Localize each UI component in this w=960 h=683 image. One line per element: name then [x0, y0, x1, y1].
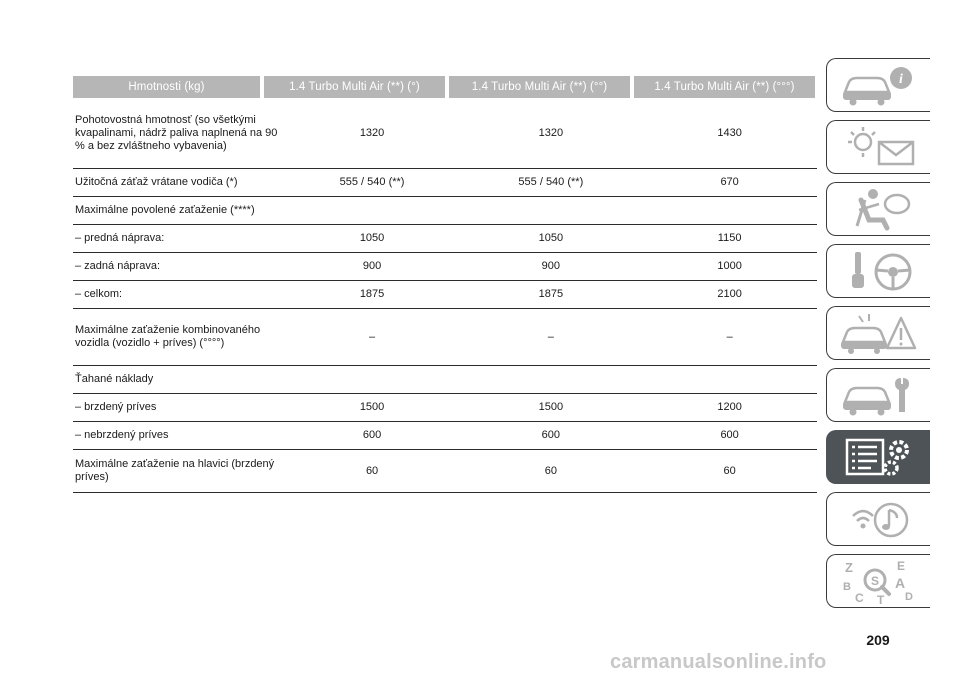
row-label: – celkom: — [75, 288, 123, 300]
cell-value: 60 — [365, 464, 379, 477]
cell-value: 900 — [362, 260, 382, 272]
svg-text:B: B — [842, 581, 851, 593]
car-breakdown-warning-icon — [839, 310, 919, 356]
chapter-tab-dashboard[interactable] — [826, 58, 930, 112]
row-label: Pohotovostná hmotnosť (so všetkými kvapalinami, nádrž paliva naplnená na 90 % a bez zvláštneho vybavenia) — [75, 113, 278, 152]
cell-value: 1150 — [717, 232, 742, 244]
header-engine-3: 1.4 Turbo Multi Air (**) (°°°) — [634, 76, 815, 98]
row-label: Užitočná záťaž vrátane vodiča (*) — [75, 176, 238, 188]
table-row — [73, 309, 817, 366]
svg-text:C: C — [854, 591, 864, 604]
cell-value: 1500 — [359, 401, 385, 413]
cell-value: 600 — [541, 429, 561, 441]
page-number: 209 — [866, 632, 890, 648]
cell-value: – — [369, 330, 376, 343]
table-row — [73, 422, 817, 450]
cell-value: 60 — [723, 464, 736, 477]
header-weights: Hmotnosti (kg) — [73, 76, 260, 98]
table-row — [73, 197, 817, 225]
table-row — [73, 169, 817, 197]
row-label: – nebrzdený príves — [75, 429, 169, 441]
svg-text:E: E — [896, 559, 905, 573]
key-steering-wheel-icon — [839, 248, 919, 294]
chapter-tab-starting-driving[interactable] — [826, 244, 930, 298]
cell-value: 2100 — [717, 288, 742, 300]
cell-value: 600 — [720, 429, 739, 441]
table-row — [73, 366, 817, 394]
table-row — [73, 394, 817, 422]
cell-value: 670 — [720, 176, 739, 188]
cell-value: 1320 — [538, 126, 564, 139]
cell-value: 1200 — [717, 401, 742, 413]
cell-value: 1430 — [717, 126, 742, 139]
svg-text:i: i — [898, 72, 903, 87]
weights-table — [73, 76, 817, 493]
technical-data-gear-icon — [839, 434, 919, 480]
chapter-tab-warning-lights[interactable] — [826, 120, 930, 174]
row-label: Maximálne zaťaženie na hlavici (brzdený príves) — [75, 458, 275, 483]
row-label: – zadná náprava: — [75, 260, 161, 272]
alphabetical-index-search-icon — [839, 558, 919, 604]
svg-text:T: T — [876, 593, 884, 604]
cell-value: 1050 — [538, 232, 564, 244]
svg-text:S: S — [870, 574, 879, 588]
cell-value: 555 / 540 (**) — [518, 176, 584, 188]
cell-value: 600 — [362, 429, 382, 441]
warning-lights-message-icon — [839, 124, 919, 170]
chapter-tab-emergency[interactable] — [826, 306, 930, 360]
svg-text:D: D — [904, 591, 913, 603]
cell-value: 1320 — [359, 126, 385, 139]
svg-text:A: A — [894, 575, 905, 591]
watermark: carmanualsonline.info — [610, 651, 827, 673]
header-engine-2: 1.4 Turbo Multi Air (**) (°°) — [449, 76, 630, 98]
chapter-tab-multimedia[interactable] — [826, 492, 930, 546]
cell-value: 1875 — [538, 288, 564, 300]
cell-value: 60 — [544, 464, 557, 477]
cell-value: – — [726, 330, 733, 343]
chapter-tab-safety[interactable] — [826, 182, 930, 236]
table-row — [73, 281, 817, 309]
row-label: – brzdený príves — [75, 401, 157, 413]
header-engine-1: 1.4 Turbo Multi Air (**) (°) — [264, 76, 445, 98]
cell-value: – — [547, 330, 554, 343]
cell-value: 555 / 540 (**) — [339, 176, 405, 188]
cell-value: 1875 — [359, 288, 385, 300]
multimedia-music-icon — [839, 496, 919, 542]
car-maintenance-wrench-icon — [839, 372, 919, 418]
row-label: Maximálne zaťaženie kombinovaného vozidla (vozidlo + príves) (°°°°) — [75, 324, 261, 349]
chapter-tab-index[interactable] — [826, 554, 930, 608]
table-row — [73, 450, 817, 493]
car-info-icon — [839, 62, 919, 108]
row-label: Ťahané náklady — [75, 373, 154, 385]
table-row — [73, 253, 817, 281]
chapter-tab-technical-data[interactable] — [826, 430, 930, 484]
table-row — [73, 98, 817, 169]
row-label: Maximálne povolené zaťaženie (****) — [75, 204, 255, 216]
svg-text:Z: Z — [844, 560, 853, 575]
airbag-seat-icon — [839, 186, 919, 232]
table-row — [73, 225, 817, 253]
cell-value: 1000 — [717, 260, 742, 272]
chapter-tab-maintenance[interactable] — [826, 368, 930, 422]
row-label: – predná náprava: — [75, 232, 165, 244]
cell-value: 1500 — [538, 401, 564, 413]
cell-value: 900 — [541, 260, 561, 272]
cell-value: 1050 — [359, 232, 385, 244]
table-header — [73, 76, 817, 98]
